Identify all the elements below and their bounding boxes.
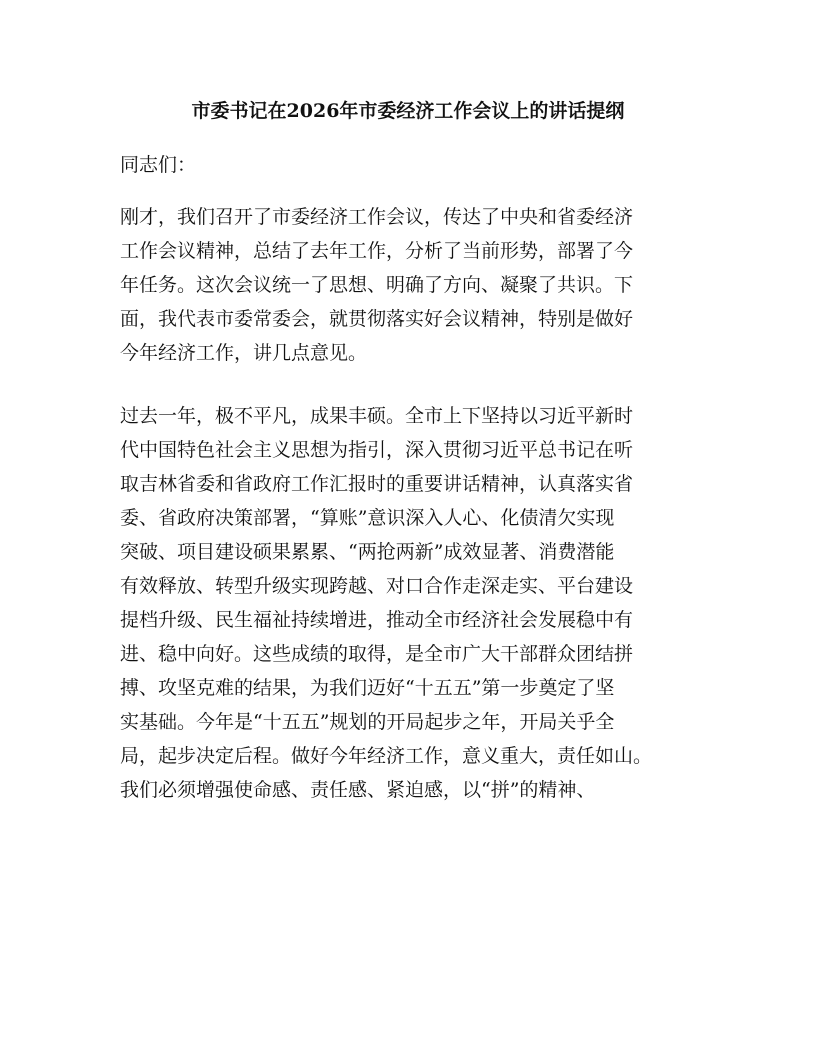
paragraph-line: 面，我代表市委常委会，就贯彻落实好会议精神，特别是做好 (120, 308, 634, 330)
paragraph-line: 过去一年，极不平凡，成果丰硕。全市上下坚持以习近平新时 (120, 405, 634, 427)
paragraph-line: 刚才，我们召开了市委经济工作会议，传达了中央和省委经济 (120, 206, 634, 228)
paragraph-line: 进、稳中向好。这些成绩的取得，是全市广大干部群众团结拼 (120, 643, 634, 665)
paragraph-line: 取吉林省委和省政府工作汇报时的重要讲话精神，认真落实省 (120, 473, 634, 495)
paragraph-line: 工作会议精神，总结了去年工作，分析了当前形势，部署了今 (120, 240, 634, 262)
paragraph-line: 提档升级、民生福祉持续增进，推动全市经济社会发展稳中有 (120, 609, 634, 631)
paragraph-review (120, 399, 652, 807)
paragraph-line: 实基础。今年是“十五五”规划的开局起步之年，开局关乎全 (120, 711, 615, 733)
paragraph-line: 代中国特色社会主义思想为指引，深入贯彻习近平总书记在听 (120, 439, 634, 461)
paragraph-line: 委、省政府决策部署，“算账”意识深入人心、化债清欠实现 (120, 507, 615, 529)
paragraph-line: 突破、项目建设硕果累累、“两抢两新”成效显著、消费潜能 (120, 541, 615, 563)
paragraph-line: 搏、攻坚克难的结果，为我们迈好“十五五”第一步奠定了坚 (120, 677, 615, 699)
paragraph-line: 今年经济工作，讲几点意见。 (120, 342, 368, 364)
document-title: 市委书记在2026年市委经济工作会议上的讲话提纲 (191, 100, 625, 122)
paragraph-opening (120, 200, 633, 370)
paragraph-line: 我们必须增强使命感、责任感、紧迫感，以“拼”的精神、 (120, 779, 596, 801)
greeting: 同志们： (120, 154, 197, 176)
paragraph-line: 有效释放、转型升级实现跨越、对口合作走深走实、平台建设 (120, 575, 634, 597)
paragraph-line: 局，起步决定后程。做好今年经济工作，意义重大，责任如山。 (120, 745, 653, 767)
paragraph-line: 年任务。这次会议统一了思想、明确了方向、凝聚了共识。下 (120, 274, 634, 296)
